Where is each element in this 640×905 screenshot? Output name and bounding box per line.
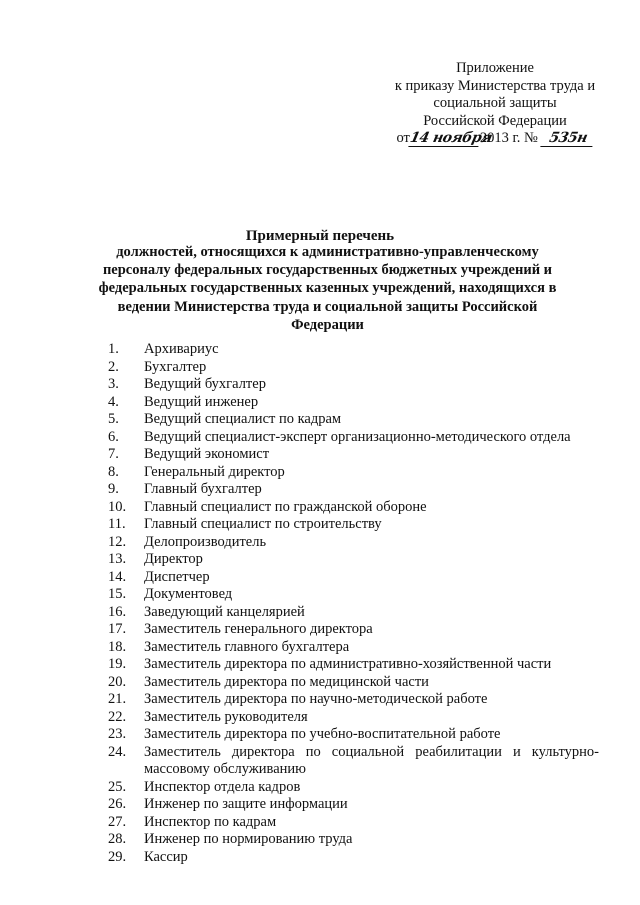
list-item [108, 796, 608, 814]
list-item-text: Главный бухгалтер [144, 481, 262, 497]
list-item [108, 411, 608, 429]
order-prefix: от [396, 130, 410, 146]
list-item [108, 569, 608, 587]
list-item [108, 604, 608, 622]
list-item-text: Бухгалтер [144, 358, 207, 375]
list-item-number: 24. [108, 743, 127, 760]
list-item [108, 831, 608, 849]
list-item-number: 20. [108, 673, 127, 690]
list-item [108, 814, 608, 832]
list-item [108, 341, 608, 359]
list-item-number: 9. [108, 481, 119, 497]
subtitle-line: персоналу федеральных государственных бюджетных учреждений и [102, 262, 553, 279]
list-item-number: 13. [108, 551, 127, 567]
list-item [108, 359, 608, 377]
list-item [108, 744, 608, 779]
list-item-text: Ведущий специалист по кадрам [144, 411, 342, 427]
list-item-number: 22. [108, 708, 127, 725]
list-item [108, 516, 608, 534]
list-item-number: 7. [108, 446, 119, 462]
list-item-number: 28. [108, 831, 127, 847]
list-item [108, 586, 608, 604]
list-item-number: 11. [108, 516, 126, 532]
list-item-number: 14. [108, 568, 127, 585]
list-item-text: Заместитель директора по медицинской части [144, 673, 429, 690]
list-item-number: 4. [108, 393, 119, 410]
list-item [108, 674, 608, 692]
list-item-text: Заместитель директора по научно-методической работе [144, 691, 488, 707]
list-item [108, 621, 608, 639]
list-item-text-continuation: массовому обслуживанию [144, 761, 306, 777]
list-item-text: Заместитель генерального директора [144, 621, 373, 637]
list-item-number: 6. [108, 428, 119, 445]
list-item [108, 394, 608, 412]
list-item-number: 1. [108, 341, 119, 357]
positions-list [108, 341, 608, 866]
list-item-number: 26. [108, 796, 127, 812]
list-item-text: Главный специалист по гражданской обороне [144, 498, 427, 515]
list-item-text: Документовед [144, 586, 233, 602]
list-item-text: Архивариус [144, 341, 219, 357]
order-year: 2013 г. № [479, 130, 538, 146]
list-item-number: 27. [108, 813, 127, 830]
list-item-text: Делопроизводитель [144, 533, 267, 550]
list-item [108, 376, 608, 394]
annex-title: Приложение [456, 60, 534, 76]
list-item [108, 481, 608, 499]
list-item-number: 5. [108, 411, 119, 427]
list-item-text: Заместитель руководителя [144, 708, 308, 725]
list-item-text: Ведущий бухгалтер [144, 376, 266, 392]
list-item [108, 656, 608, 674]
annex-header [380, 60, 610, 148]
list-item [108, 429, 608, 447]
list-item-text: Инженер по защите информации [144, 796, 348, 812]
list-item-text: Диспетчер [144, 568, 210, 585]
list-item-text: Ведущий экономист [144, 446, 270, 462]
handwritten-date: 14 ноября [408, 130, 494, 146]
list-item-number: 15. [108, 586, 127, 602]
list-item-number: 19. [108, 656, 127, 672]
list-item-number: 8. [108, 463, 119, 480]
list-item-number: 17. [108, 621, 127, 637]
order-date-number [380, 130, 610, 148]
list-item-text: Заместитель директора по социальной реабилитации и культурно- [144, 743, 599, 760]
subtitle-line: Федерации [291, 316, 364, 333]
annex-order-ref: к приказу Министерства труда и [394, 77, 596, 94]
list-item [108, 551, 608, 569]
list-item-text: Кассир [144, 848, 188, 865]
list-item-text: Генеральный директор [144, 463, 285, 480]
list-item-text: Заведующий канцелярией [144, 603, 305, 620]
list-item [108, 849, 608, 867]
list-item-number: 25. [108, 778, 127, 795]
annex-ministry: социальной защиты [433, 95, 557, 111]
list-item-number: 3. [108, 376, 119, 392]
annex-country: Российской Федерации [423, 112, 567, 129]
document-title: Примерный перечень [245, 228, 395, 244]
list-item-number: 2. [108, 358, 119, 375]
list-item-text: Инженер по нормированию труда [144, 831, 353, 847]
list-item-text: Ведущий специалист-эксперт организационно-методического отдела [144, 428, 571, 445]
list-item-text: Инспектор по кадрам [144, 813, 277, 830]
list-item [108, 446, 608, 464]
list-item-number: 10. [108, 498, 127, 515]
list-item-number: 12. [108, 533, 127, 550]
subtitle-line: должностей, относящихся к административно-управленческому [116, 244, 539, 260]
subtitle-line: федеральных государственных казенных учреждений, находящихся в [98, 280, 557, 297]
list-item-text: Ведущий инженер [144, 393, 259, 410]
list-item-text: Заместитель директора по административно-хозяйственной части [144, 656, 552, 672]
list-item-text: Инспектор отдела кадров [144, 778, 301, 795]
list-item [108, 726, 608, 744]
list-item [108, 534, 608, 552]
list-item-text: Главный специалист по строительству [144, 516, 382, 532]
list-item-text: Заместитель директора по учебно-воспитательной работе [144, 726, 501, 742]
document-subtitle [95, 243, 560, 334]
list-item [108, 464, 608, 482]
list-item-number: 16. [108, 603, 127, 620]
list-item-number: 21. [108, 691, 127, 707]
list-item-number: 18. [108, 638, 127, 655]
list-item-number: 23. [108, 726, 127, 742]
list-item [108, 639, 608, 657]
list-item [108, 709, 608, 727]
subtitle-line: ведении Министерства труда и социальной защиты Российской [117, 298, 538, 315]
list-item [108, 691, 608, 709]
list-item-text: Директор [144, 551, 203, 567]
handwritten-order-number: 535н [540, 131, 595, 147]
list-item-number: 29. [108, 848, 127, 865]
list-item-text: Заместитель главного бухгалтера [144, 638, 350, 655]
list-item [108, 779, 608, 797]
list-item [108, 499, 608, 517]
